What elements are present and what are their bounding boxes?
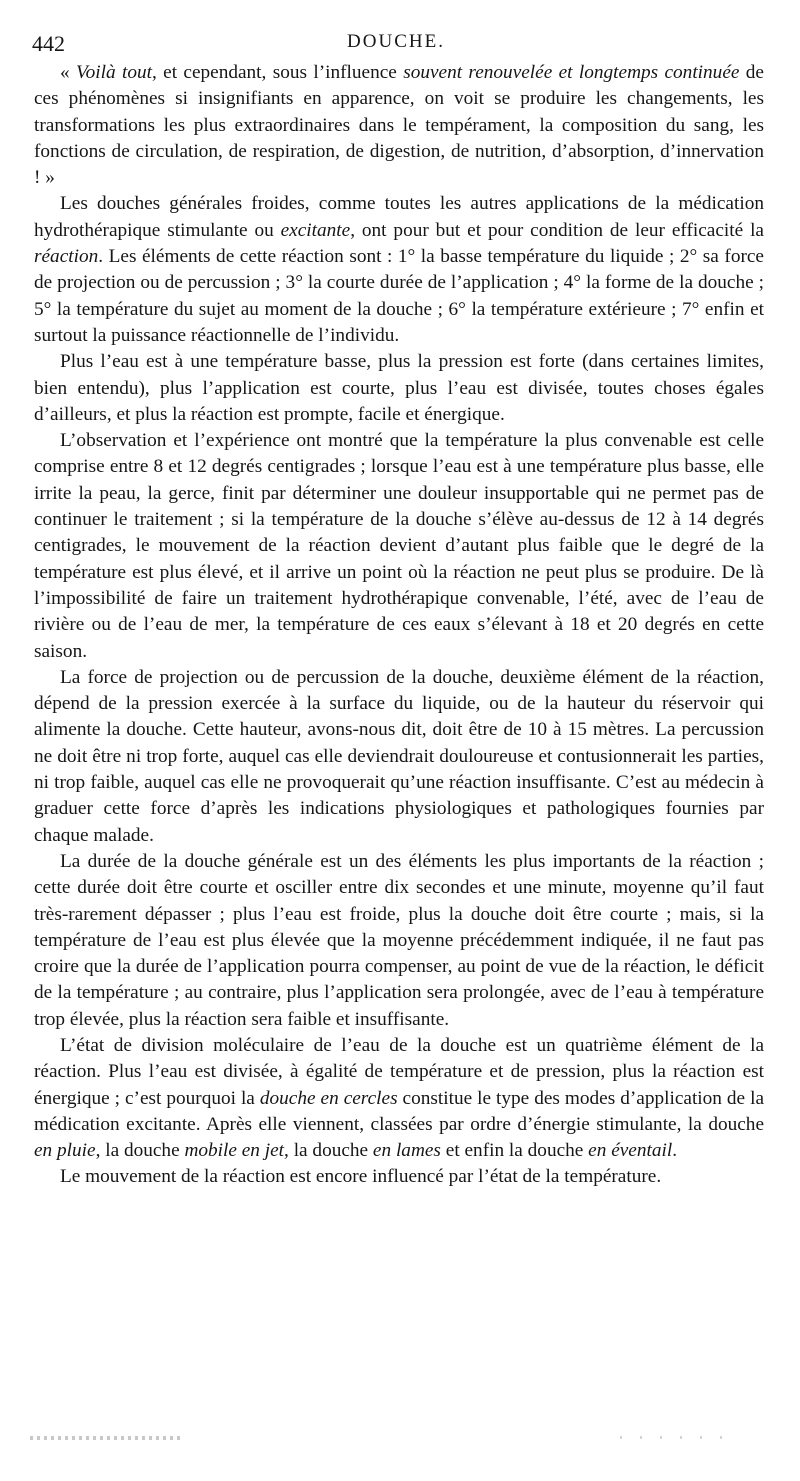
text-run: de ces phénomènes si insignifiants en apparence, on voit se produire les changements, les transformations les plus extraordinaires dans le tempérament, la composition du sang, les fonctions de circulation, de respiration, de digestion, de nutrition, d’absorption, d’innervation ! »	[34, 62, 764, 189]
text-run: , la douche	[95, 1140, 185, 1162]
text-run: constitue le type des modes d’application de la médication excitante. Après elle viennent, classées par ordre d’énergie stimulante, la douche	[34, 1087, 765, 1135]
italic-run: excitante	[280, 219, 351, 241]
paragraph	[34, 1033, 764, 1164]
italic-run: mobile en jet	[184, 1140, 285, 1162]
italic-run: douche en cercles	[259, 1087, 398, 1109]
paragraph	[34, 349, 764, 428]
italic-run: en éventail	[588, 1140, 673, 1162]
paragraph	[34, 1164, 764, 1190]
text-run: «	[60, 62, 76, 83]
text-run: , la douche	[284, 1140, 373, 1162]
text-run: , ont pour but et pour condition de leur efficacité la	[350, 219, 764, 241]
paragraph	[34, 191, 764, 349]
paragraph	[34, 849, 764, 1033]
text-run: . Les éléments de cette réaction sont : 1° la basse température du liquide ; 2° sa force de projection ou de percussion ; 3° la courte durée de l’application ; 4° la forme de la douche ; 5° la température du sujet au moment de la douche ; 6° la température extérieure ; 7° enfin et surtout la puissance réactionnelle de l’individu.	[34, 246, 764, 346]
footer-print-smudge	[30, 1436, 770, 1444]
page-header	[32, 27, 760, 57]
italic-run: Voilà tout	[75, 62, 152, 83]
italic-run: en lames	[372, 1140, 441, 1162]
body-text	[34, 60, 764, 1191]
text-run: L’observation et l’expérience ont montré que la température la plus convenable est celle comprise entre 8 et 12 degrés centigrades ; lorsque l’eau est à une température plus basse, elle irrite la peau, la gerce, finit par déterminer une douleur insupportable qui ne permet pas de continuer le traitement ; si la température de la douche s’élève au-dessus de 12 à 14 degrés centigrades, le mouvement de la réaction devient d’autant plus faible que le degré de la température est plus élevé, et il arrive un point où la réaction ne peut plus se produire. De là l’impossibilité de faire un traitement hydrothérapique convenable, l’été, avec de l’eau de rivière ou de l’eau de mer, la température de ces eaux s’élevant à 18 et 20 degrés en cette saison.	[34, 430, 764, 662]
page-number: 442	[32, 31, 65, 56]
text-run: L’état de division moléculaire de l’eau de la douche est un quatrième élément de la réaction. Plus l’eau est divisée, à égalité de température et de pression, plus la réaction est énergique ; c’est pourquoi la	[34, 1034, 764, 1109]
text-run: Plus l’eau est à une température basse, plus la pression est forte (dans certaines limites, bien entendu), plus l’application est courte, plus l’eau est divisée, toutes choses égales d’ailleurs, et plus la réaction est prompte, facile et énergique.	[34, 351, 764, 425]
text-run: La force de projection ou de percussion de la douche, deuxième élément de la réaction, dépend de la pression exercée à la surface du liquide, ou de la hauteur du réservoir qui alimente la douche. Cette hauteur, avons-nous dit, doit être de 10 à 15 mètres. La percussion ne doit être ni trop forte, auquel cas elle deviendrait douloureuse et contusionnerait les parties, ni trop faible, auquel cas elle ne provoquerait qu’une réaction insuffisante. C’est au médecin à graduer cette force d’après les indications physiologiques et pathologiques fournies par chaque malade.	[34, 666, 764, 846]
text-run: et enfin la douche	[440, 1140, 589, 1162]
running-head: DOUCHE.	[347, 31, 445, 52]
paragraph	[34, 665, 764, 849]
italic-run: en pluie	[34, 1140, 96, 1162]
paragraph	[34, 428, 764, 665]
italic-run: souvent renouvelée et longtemps continuée	[403, 62, 740, 83]
paragraph	[34, 60, 764, 191]
text-run: Le mouvement de la réaction est encore influencé par l’état de la température.	[60, 1166, 662, 1188]
text-run: La durée de la douche générale est un des éléments les plus importants de la réaction ; cette durée doit être courte et osciller entre dix secondes et une minute, moyenne qu’il faut très-rarement dépasser ; plus l’eau est froide, plus la douche doit être courte ; mais, si la température de l’eau est plus élevée que la moyenne précédemment indiquée, il ne faut pas croire que la durée de l’application pourra compenser, au point de vue de la réaction, le déficit de la température ; au contraire, plus l’application sera prolongée, avec de l’eau à température trop élevée, plus la réaction sera faible et insuffisante.	[34, 850, 764, 1030]
italic-run: réaction	[34, 246, 99, 268]
text-run: , et cependant, sous l’influence	[151, 62, 404, 83]
text-run: .	[672, 1140, 678, 1162]
text-run: Les douches générales froides, comme toutes les autres applications de la médication hydrothérapique stimulante ou	[34, 193, 764, 241]
